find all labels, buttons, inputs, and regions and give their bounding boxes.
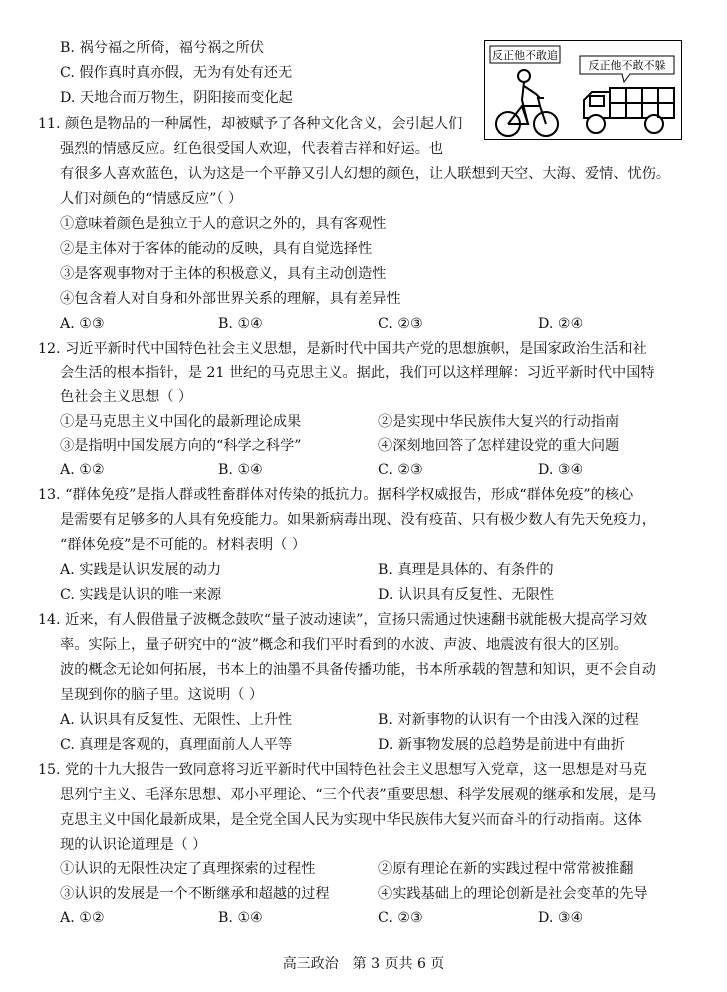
- q14-stem-line-3: 波的概念无论如何拓展，书本上的油墨不具备传播功能，书本所承载的智慧和知识，更不会自动: [60, 662, 656, 678]
- q12-stem-line-1: 12. 习近平新时代中国特色社会主义思想，是新时代中国共产党的思想旗帜，是国家政治生活和社: [38, 341, 647, 357]
- q15-statement-4: ④实践基础上的理论创新是社会变革的先导: [378, 886, 648, 902]
- q13-stem-line-1: 13. “群体免疫”是指人群或牲畜群体对传染的抵抗力。据科学权威报告，形成“群体免疫”的核心: [38, 487, 634, 503]
- q15-stem-line-2: 思列宁主义、毛泽东思想、邓小平理论、“三个代表”重要思想、科学发展观的继承和发展，是马: [60, 787, 657, 803]
- q12-statement-2: ②是实现中华民族伟大复兴的行动指南: [378, 414, 620, 430]
- q15-stem-line-4: 现的认识论道理是（ ）: [60, 837, 207, 853]
- cartoon-illustration: [484, 40, 682, 140]
- q10-option-c: C. 假作真时真亦假，无为有处有还无: [60, 65, 293, 81]
- q15-statement-3: ③认识的发展是一个不断继承和超越的过程: [60, 886, 330, 902]
- q12-statement-4: ④深刻地回答了怎样建设党的重大问题: [378, 438, 620, 454]
- q12-option-b: B. ①④: [218, 462, 263, 478]
- q10-option-d: D. 天地合而万物生，阴阳接而变化起: [60, 90, 293, 106]
- q15-option-a: A. ①②: [60, 910, 105, 926]
- q11-stem-line-3: 有很多人喜欢蓝色，认为这是一个平静又引人幻想的颜色，让人联想到天空、大海、爱情、忧伤。: [60, 166, 671, 182]
- q13-stem-line-3: “群体免疫”是不可能的。材料表明（ ）: [60, 537, 307, 553]
- q13-option-a: A. 实践是认识发展的动力: [60, 562, 222, 578]
- q14-option-d: D. 新事物发展的总趋势是前进中有曲折: [378, 737, 625, 753]
- q12-option-c: C. ②③: [378, 462, 423, 478]
- q15-option-d: D. ③④: [538, 910, 584, 926]
- q15-stem-line-3: 克思主义中国化最新成果，是全党全国人民为实现中华民族伟大复兴而奋斗的行动指南。这体: [60, 812, 642, 828]
- q11-stem-line-2: 强烈的情感反应。红色很受国人欢迎，代表着吉祥和好运。也: [60, 141, 444, 157]
- q11-statement-4: ④包含着人对自身和外部世界关系的理解，具有差异性: [60, 291, 401, 307]
- q14-option-c: C. 真理是客观的，真理面前人人平等: [60, 737, 293, 753]
- q11-option-c: C. ②③: [378, 316, 423, 332]
- q11-stem-line-1: 11. 颜色是物品的一种属性，却被赋予了各种文化含义，会引起人们: [38, 116, 463, 132]
- q14-stem-line-4: 呈现到你的脑子里。这说明（ ）: [60, 687, 264, 703]
- bubble-right-text: 反正他不敢不躲: [588, 59, 666, 72]
- q13-stem-line-2: 是需要有足够多的人具有免疫能力。如果新病毒出现、没有疫苗、只有极少数人有先天免疫力，: [60, 512, 656, 528]
- q10-option-b: B. 祸兮福之所倚，福兮祸之所伏: [60, 40, 264, 56]
- q12-statement-3: ③是指明中国发展方向的“科学之科学”: [60, 438, 302, 454]
- q11-stem-line-4: 人们对颜色的“情感反应”（ ）: [60, 191, 243, 207]
- q13-option-c: C. 实践是认识的唯一来源: [60, 587, 222, 603]
- q15-statement-1: ①认识的无限性决定了真理探索的过程性: [60, 861, 316, 877]
- q15-statement-2: ②原有理论在新的实践过程中常常被推翻: [378, 861, 634, 877]
- q14-option-b: B. 对新事物的认识有一个由浅入深的过程: [378, 712, 639, 728]
- bubble-left-text: 反正他不敢追: [492, 49, 558, 62]
- q12-option-a: A. ①②: [60, 462, 105, 478]
- q11-statement-1: ①意味着颜色是独立于人的意识之外的，具有客观性: [60, 216, 387, 232]
- q15-option-c: C. ②③: [378, 910, 423, 926]
- q11-option-d: D. ②④: [538, 316, 584, 332]
- q13-option-d: D. 认识具有反复性、无限性: [378, 587, 554, 603]
- q12-option-d: D. ③④: [538, 462, 584, 478]
- q11-option-a: A. ①③: [60, 316, 105, 332]
- q11-statement-3: ③是客观事物对于主体的积极意义，具有主动创造性: [60, 266, 387, 282]
- q11-statement-2: ②是主体对于客体的能动的反映，具有自觉选择性: [60, 241, 373, 257]
- page-footer: 高三政治 第 3 页共 6 页: [282, 956, 445, 972]
- q15-stem-line-1: 15. 党的十九大报告一致同意将习近平新时代中国特色社会主义思想写入党章，这一思想是对马克: [38, 762, 647, 778]
- q15-option-b: B. ①④: [218, 910, 263, 926]
- q11-option-b: B. ①④: [218, 316, 263, 332]
- q13-option-b: B. 真理是具体的、有条件的: [378, 562, 554, 578]
- q14-stem-line-1: 14. 近来，有人假借量子波概念鼓吹“量子波动速读”，宣扬只需通过快速翻书就能极大提高学习效: [38, 612, 648, 628]
- q14-stem-line-2: 率。实际上，量子研究中的“波”概念和我们平时看到的水波、声波、地震波有很大的区别。: [60, 637, 628, 653]
- q12-statement-1: ①是马克思主义中国化的最新理论成果: [60, 414, 302, 430]
- q14-option-a: A. 认识具有反复性、无限性、上升性: [60, 712, 293, 728]
- q12-stem-line-3: 色社会主义思想（ ）: [60, 389, 193, 405]
- q12-stem-line-2: 会生活的根本指针，是 21 世纪的马克思主义。据此，我们可以这样理解：习近平新时代中国特: [60, 365, 655, 381]
